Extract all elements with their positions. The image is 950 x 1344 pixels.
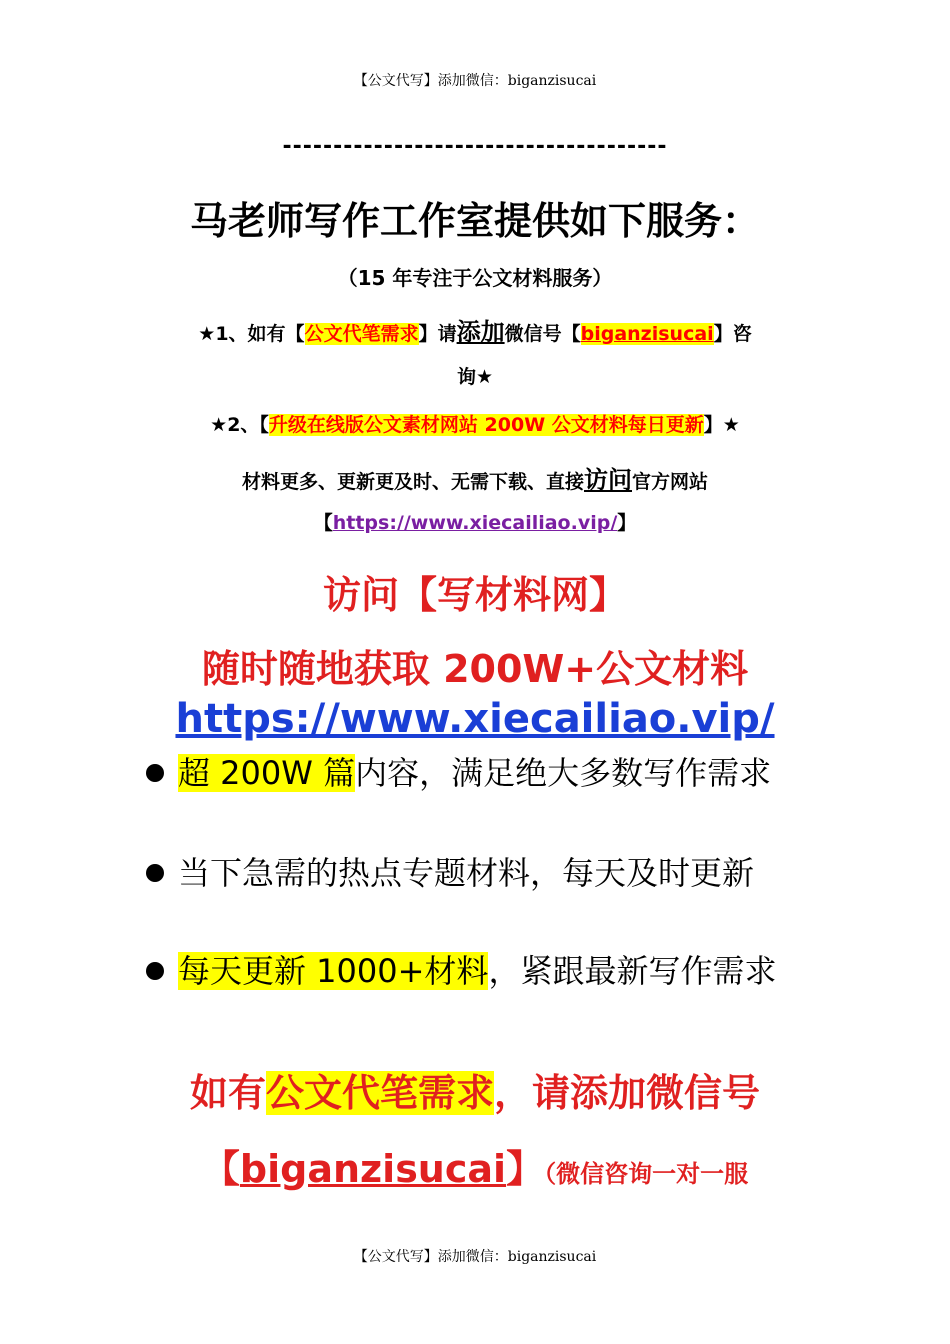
bullet-text: ，紧跟最新写作需求 — [488, 952, 777, 990]
item1-mid2: 微信号【 — [504, 323, 581, 345]
item3-suffix: 官方网站 — [632, 471, 709, 493]
contact-bracket-close: 】 — [506, 1147, 545, 1191]
bullet-item — [146, 946, 806, 996]
bullet-text: 当下急需的热点专题材料，每天及时更新 — [178, 854, 755, 892]
bullet-highlight: 每天更新 1000+材料 — [178, 952, 489, 990]
item1-suffix: 】咨 — [713, 323, 752, 345]
subtitle: （15 年专注于公文材料服务） — [337, 266, 613, 290]
item2-prefix: ★2、【 — [210, 414, 269, 436]
item1-add: 添加 — [456, 318, 505, 346]
item3-visit: 访问 — [584, 466, 632, 494]
contact-wechat-id: biganzisucai — [239, 1147, 507, 1191]
item1-wechat-id: biganzisucai — [580, 323, 714, 345]
service-item-3-link-line — [0, 508, 950, 535]
bullet-dot-icon — [146, 764, 164, 782]
bullet-item — [146, 848, 806, 898]
contact-suffix: ，请添加微信号 — [494, 1071, 761, 1115]
contact-note: （微信咨询一对一服 — [544, 1160, 749, 1188]
page-header: 【公文代写】添加微信：biganzisucai — [353, 73, 597, 89]
item1-mid1: 】请 — [418, 323, 457, 345]
bullet-text: 内容，满足绝大多数写作需求 — [355, 754, 772, 792]
contact-bracket-open: 【 — [201, 1147, 240, 1191]
anytime-heading: 随时随地获取 200W+公文材料 — [201, 647, 749, 691]
bullet-dot-icon — [146, 962, 164, 980]
contact-need-highlight: 公文代笔需求 — [265, 1071, 494, 1115]
contact-wechat-line — [0, 1138, 950, 1193]
bullet-highlight: 超 200W 篇 — [178, 754, 356, 792]
service-item-2 — [0, 410, 950, 437]
bracket-close: 】 — [617, 512, 637, 534]
service-item-1 — [0, 312, 950, 347]
item2-highlight: 升级在线版公文素材网站 200W 公文材料每日更新 — [268, 414, 704, 436]
bracket-open: 【 — [313, 512, 333, 534]
visit-site-heading: 访问【写材料网】 — [322, 573, 627, 617]
page-title: 马老师写作工作室提供如下服务： — [189, 199, 760, 243]
page-footer: 【公文代写】添加微信：biganzisucai — [353, 1249, 597, 1265]
bullet-item — [146, 748, 806, 798]
contact-prefix: 如有 — [189, 1071, 266, 1115]
contact-line — [0, 1062, 950, 1117]
site-link-small[interactable]: https://www.xiecailiao.vip/ — [332, 512, 618, 534]
site-link-large[interactable]: https://www.xiecailiao.vip/ — [175, 696, 775, 742]
item3-prefix: 材料更多、更新更及时、无需下载、直接 — [241, 471, 584, 493]
dashed-divider: -------------------------------------- — [282, 134, 668, 159]
item1-need-highlight: 公文代笔需求 — [304, 323, 419, 345]
service-item-1-line2: 询★ — [456, 366, 494, 388]
item2-suffix: 】★ — [703, 414, 740, 436]
bullet-dot-icon — [146, 864, 164, 882]
service-item-3 — [0, 460, 950, 495]
item1-prefix: ★1、如有【 — [198, 323, 305, 345]
